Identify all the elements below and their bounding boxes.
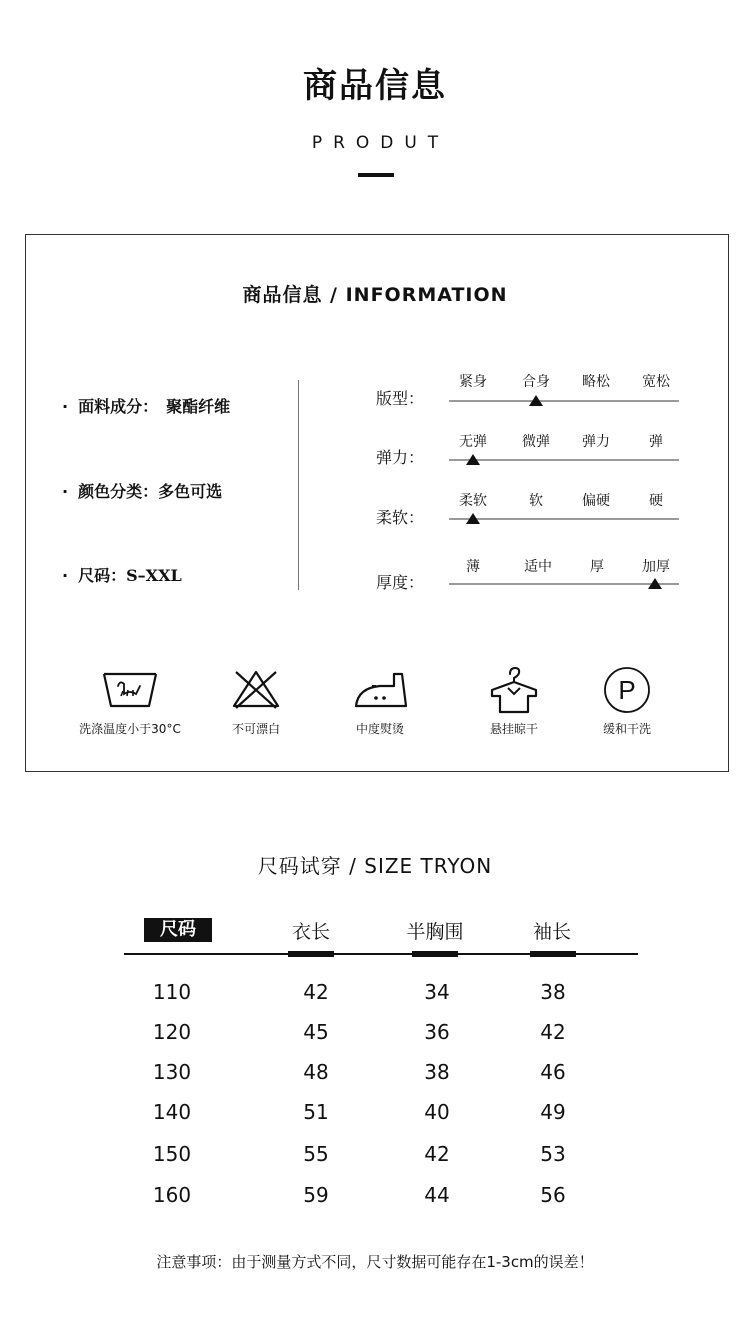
table-cell: 36 (424, 1020, 450, 1044)
table-cell: 160 (152, 1183, 192, 1207)
attribute-option: 合身 (522, 374, 550, 390)
column-underline (288, 951, 334, 957)
attribute-scale (449, 518, 679, 520)
table-row (0, 1020, 750, 1050)
care-item-wash (70, 666, 190, 737)
iron-medium-icon (350, 666, 410, 710)
care-label: 洗涤温度小于30°C (79, 722, 181, 736)
table-row (0, 980, 750, 1010)
table-cell: 59 (303, 1183, 329, 1207)
care-label: 缓和干洗 (602, 722, 651, 736)
spec-value: S–XXL (126, 566, 182, 585)
table-cell: 130 (152, 1060, 192, 1084)
measurement-note: 注意事项：由于测量方式不同，尺寸数据可能存在1-3cm的误差！ (156, 1253, 594, 1271)
attribute-option: 弹 (649, 434, 663, 450)
attribute-label: 弹力： (376, 448, 425, 467)
attribute-scale (449, 459, 679, 461)
page-title: 商品信息 (303, 66, 447, 106)
spec-fabric: · 面料成分： 聚酯纤维 (62, 397, 231, 416)
table-cell: 53 (540, 1142, 566, 1166)
table-cell: 45 (303, 1020, 329, 1044)
attribute-option: 软 (529, 493, 543, 509)
care-item-bleach (196, 666, 316, 737)
attribute-option: 柔软 (459, 493, 487, 509)
attribute-option: 紧身 (459, 374, 487, 390)
attribute-option: 微弹 (522, 434, 550, 450)
mild-dry-clean-icon (597, 666, 657, 716)
table-cell: 48 (303, 1060, 329, 1084)
table-cell: 44 (424, 1183, 450, 1207)
table-row (0, 1142, 750, 1172)
title-divider (358, 173, 394, 177)
table-cell: 140 (152, 1100, 192, 1124)
table-cell: 55 (303, 1142, 329, 1166)
spec-label: 颜色分类： (78, 482, 159, 501)
column-header-sleeve: 袖长 (532, 921, 571, 943)
table-row (0, 1060, 750, 1090)
spec-value: 多色可选 (158, 482, 223, 501)
attribute-label: 厚度： (376, 573, 425, 592)
table-row (0, 1183, 750, 1213)
attribute-option: 薄 (466, 559, 480, 575)
attribute-scale (449, 400, 679, 402)
table-cell: 42 (303, 980, 329, 1004)
attribute-marker (529, 395, 543, 406)
table-cell: 42 (424, 1142, 450, 1166)
spec-value: 聚酯纤维 (166, 397, 231, 416)
care-item-hang (454, 666, 574, 737)
table-cell: 51 (303, 1100, 329, 1124)
column-header-size: 尺码 (144, 918, 212, 942)
attribute-option: 偏硬 (582, 493, 610, 509)
spec-size: · 尺码：S–XXL (62, 566, 182, 585)
dry-clean-glyph: P (618, 675, 636, 705)
care-item-iron (320, 666, 440, 737)
column-underline (530, 951, 576, 957)
care-label: 不可漂白 (231, 722, 280, 736)
table-cell: 56 (540, 1183, 566, 1207)
attribute-marker (648, 578, 662, 589)
table-cell: 38 (540, 980, 566, 1004)
attribute-option: 略松 (582, 374, 610, 390)
table-cell: 34 (424, 980, 450, 1004)
column-header-chest: 半胸围 (406, 921, 464, 943)
care-label: 中度熨烫 (355, 722, 404, 736)
table-cell: 110 (152, 980, 192, 1004)
column-header-length: 衣长 (291, 921, 330, 943)
table-cell: 120 (152, 1020, 192, 1044)
column-underline (412, 951, 458, 957)
attribute-marker (466, 513, 480, 524)
table-row (0, 1100, 750, 1130)
no-bleach-icon (226, 666, 286, 710)
attribute-label: 版型： (376, 389, 425, 408)
table-cell: 46 (540, 1060, 566, 1084)
table-cell: 49 (540, 1100, 566, 1124)
spec-label: 尺码： (78, 566, 127, 585)
spec-label: 面料成分： (78, 397, 159, 416)
info-heading: 商品信息 / INFORMATION (242, 284, 508, 306)
attribute-option: 无弹 (459, 434, 487, 450)
size-heading: 尺码试穿 / SIZE TRYON (257, 854, 493, 878)
attribute-option: 适中 (524, 559, 552, 575)
attribute-label: 柔软： (376, 508, 425, 527)
table-cell: 42 (540, 1020, 566, 1044)
hang-dry-icon (484, 666, 544, 716)
attribute-option: 弹力 (582, 434, 610, 450)
care-item-dryclean (567, 666, 687, 737)
attribute-scale (449, 583, 679, 585)
attribute-option: 宽松 (642, 374, 670, 390)
wash-30-icon (100, 666, 160, 710)
spec-color: · 颜色分类：多色可选 (62, 482, 223, 501)
attribute-option: 硬 (649, 493, 663, 509)
attribute-marker (466, 454, 480, 465)
spec-divider (298, 380, 299, 590)
table-cell: 150 (152, 1142, 192, 1166)
attribute-option: 厚 (590, 559, 604, 575)
page-subtitle: PRODUT (311, 133, 450, 153)
table-cell: 40 (424, 1100, 450, 1124)
attribute-option: 加厚 (642, 559, 670, 575)
care-label: 悬挂晾干 (489, 722, 538, 736)
table-cell: 38 (424, 1060, 450, 1084)
